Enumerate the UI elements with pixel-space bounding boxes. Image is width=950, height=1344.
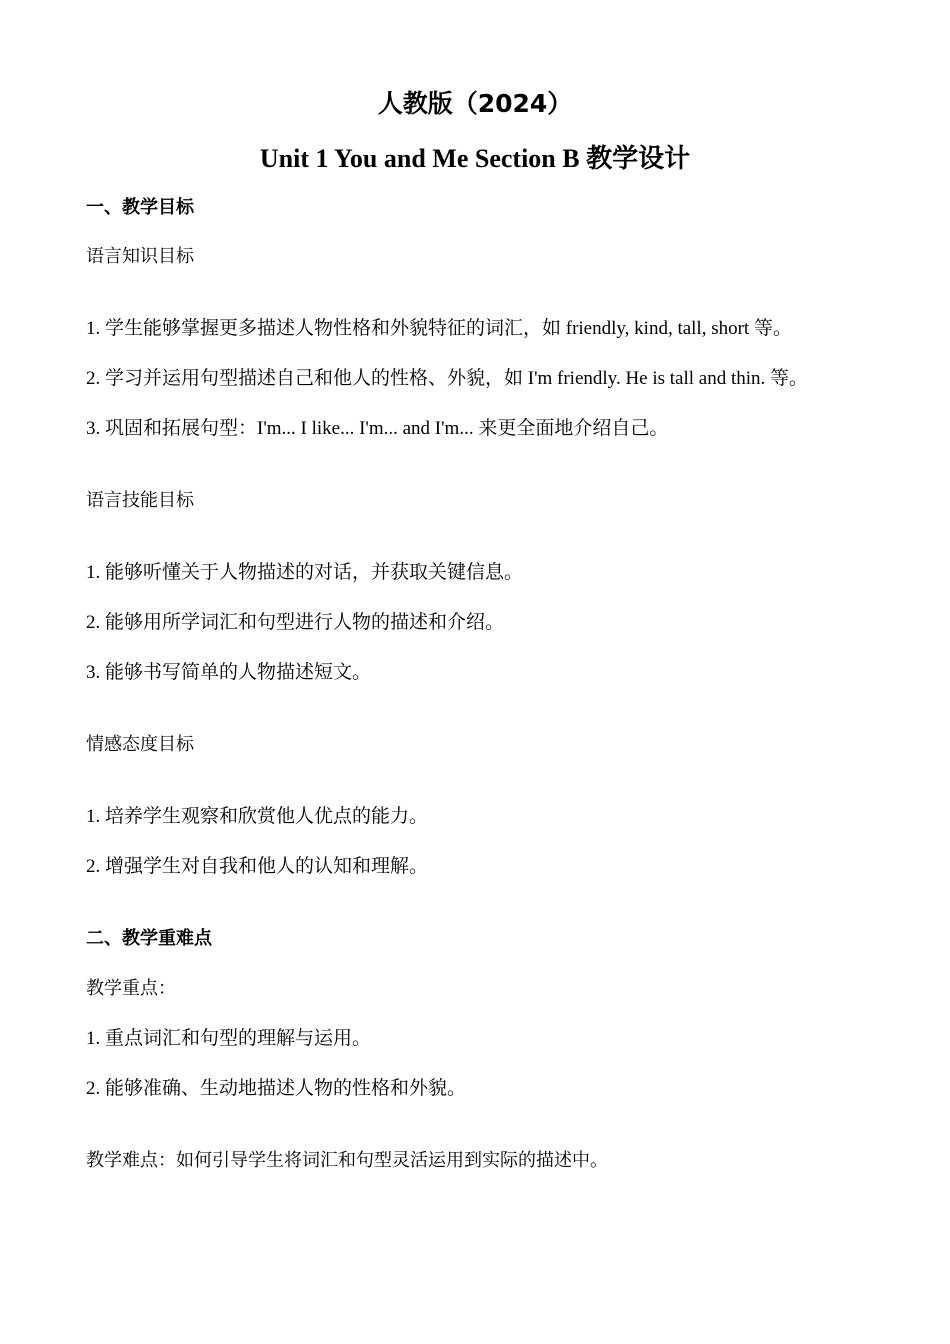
subheading-knowledge: 语言知识目标	[86, 246, 194, 267]
subheading-skills: 语言技能目标	[86, 490, 194, 511]
skills-item-2: 2. 能够用所学词汇和句型进行人物的描述和介绍。	[86, 612, 505, 633]
skills-item-3: 3. 能够书写简单的人物描述短文。	[86, 662, 372, 683]
key-item-1: 1. 重点词汇和句型的理解与运用。	[86, 1028, 372, 1049]
section-heading-objectives: 一、教学目标	[86, 197, 194, 218]
knowledge-item-3: 3. 巩固和拓展句型：I'm... I like... I'm... and I'm... 来更全面地介绍自己。	[86, 418, 669, 439]
section-heading-key-points: 二、教学重难点	[86, 928, 212, 949]
attitude-item-1: 1. 培养学生观察和欣赏他人优点的能力。	[86, 806, 429, 827]
document-title-unit: Unit 1 You and Me Section B 教学设计	[259, 144, 691, 173]
key-item-2: 2. 能够准确、生动地描述人物的性格和外貌。	[86, 1078, 467, 1099]
skills-item-1: 1. 能够听懂关于人物描述的对话，并获取关键信息。	[86, 562, 524, 583]
knowledge-item-2: 2. 学习并运用句型描述自己和他人的性格、外貌，如 I'm friendly. He is tall and thin. 等。	[86, 368, 809, 389]
difficulty-statement: 教学难点：如何引导学生将词汇和句型灵活运用到实际的描述中。	[86, 1150, 608, 1171]
knowledge-item-1: 1. 学生能够掌握更多描述人物性格和外貌特征的词汇，如 friendly, kind, tall, short 等。	[86, 318, 792, 339]
attitude-item-2: 2. 增强学生对自我和他人的认知和理解。	[86, 856, 429, 877]
subheading-key-focus: 教学重点：	[86, 978, 176, 999]
subheading-attitude: 情感态度目标	[86, 734, 194, 755]
document-title-publisher: 人教版（2024）	[377, 89, 573, 118]
